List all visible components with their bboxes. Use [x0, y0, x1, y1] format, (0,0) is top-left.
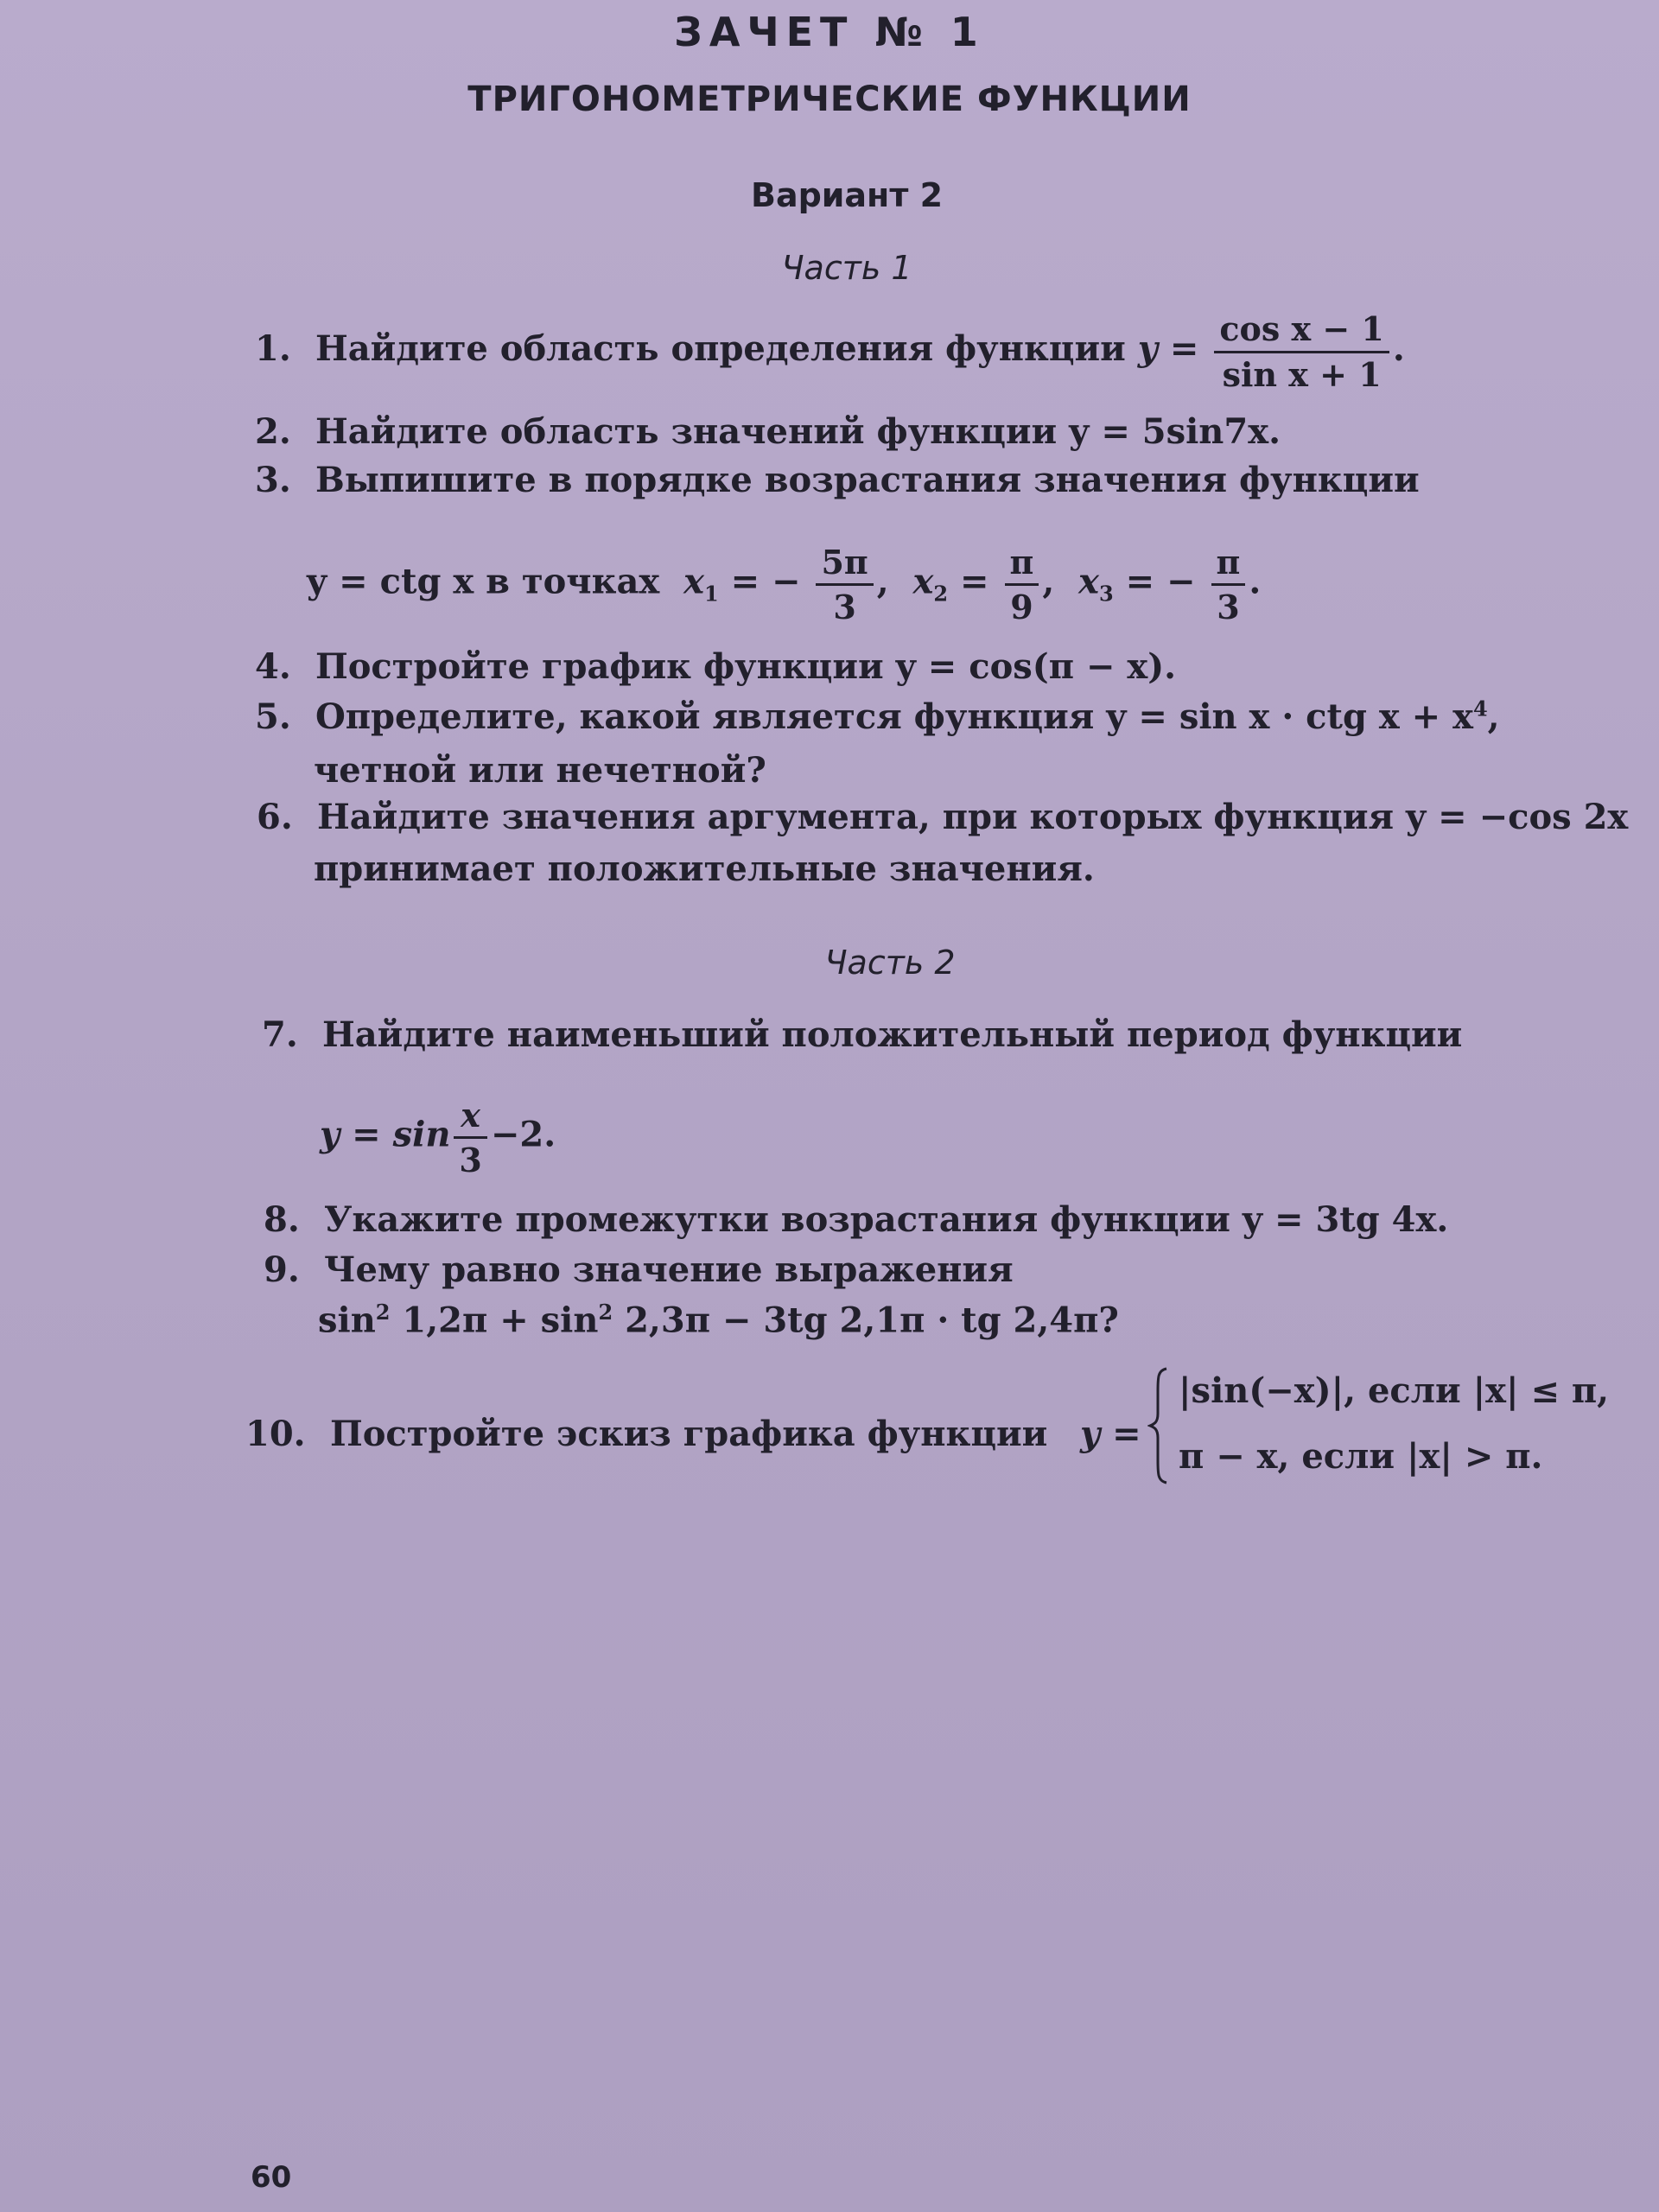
task-7-formula — [320, 1096, 556, 1179]
task-3-x2-numerator: π — [1005, 543, 1039, 586]
task-9-sup-a: 2 — [375, 1300, 391, 1325]
task-8 — [264, 1199, 1448, 1241]
task-9-text: Чему равно значение выражения — [323, 1249, 1014, 1290]
task-3-x3-eq: = − — [1113, 561, 1196, 602]
task-5 — [255, 696, 1500, 738]
task-9-sup-b: 2 — [598, 1300, 613, 1325]
task-3-x2-eq: = — [948, 561, 989, 602]
task-7-denominator: 3 — [459, 1141, 482, 1179]
task-9-part-b: 1,2π + sin — [390, 1300, 599, 1341]
task-9-expression — [318, 1300, 1119, 1340]
task-5-superscript: 4 — [1472, 696, 1488, 721]
task-3-sep-1: , — [876, 561, 889, 602]
variant-heading: Вариант 2 — [750, 176, 944, 214]
task-3-x2-denominator: 9 — [1010, 588, 1033, 626]
task-3-x3: x — [1078, 561, 1099, 602]
task-1-end: . — [1392, 328, 1405, 370]
task-10-case-2: π − x, если |x| > π. — [1179, 1436, 1543, 1477]
task-3-number: 3. — [255, 460, 291, 500]
task-10-lhs-text: y = — [1080, 1414, 1141, 1454]
task-10-text: Постройте эскиз графика функции — [329, 1414, 1048, 1454]
task-3-sep-2: , — [1042, 561, 1055, 602]
task-3-x1: x — [683, 561, 704, 602]
task-1 — [255, 309, 1405, 394]
task-4 — [255, 646, 1176, 688]
task-10-number: 10. — [245, 1414, 306, 1454]
task-7 — [262, 1014, 1462, 1056]
task-3-x3-denominator: 3 — [1217, 588, 1240, 626]
task-9-number: 9. — [264, 1249, 300, 1290]
task-3-x3-numerator: π — [1211, 543, 1246, 586]
task-7-lhs: y = sin — [320, 1114, 451, 1155]
task-1-denominator: sin x + 1 — [1222, 354, 1382, 394]
task-3-x1-fraction — [816, 543, 873, 626]
task-10-case-1: |sin(−x)|, если |x| ≤ π, — [1179, 1370, 1610, 1411]
task-7-numerator: x — [454, 1096, 486, 1139]
task-9-part-c: 2,3π − 3tg 2,1π · tg 2,4π? — [613, 1300, 1119, 1341]
task-10 — [245, 1414, 1047, 1455]
task-4-text: Постройте график функции y = cos(π − x). — [315, 646, 1177, 687]
task-3-x1-numerator: 5π — [816, 543, 873, 586]
task-1-number: 1. — [255, 328, 291, 370]
task-3-x2-fraction — [1005, 543, 1039, 626]
task-1-lhs: y = — [1137, 328, 1199, 370]
task-7-fraction — [454, 1096, 486, 1179]
task-3-formula — [307, 543, 1261, 626]
task-10-piecewise — [1147, 1365, 1631, 1495]
task-3-x1-sub: 1 — [703, 581, 719, 607]
task-6-text: Найдите значения аргумента, при которых функция y = −cos 2x — [316, 797, 1629, 837]
task-2-number: 2. — [255, 411, 291, 452]
task-1-fraction — [1214, 309, 1389, 394]
task-3-x1-eq: = − — [718, 561, 801, 602]
task-6-number: 6. — [257, 797, 293, 837]
task-2 — [255, 411, 1281, 453]
page-subtitle: ТРИГОНОМЕТРИЧЕСКИЕ ФУНКЦИИ — [467, 79, 1192, 119]
task-3-x2: x — [912, 561, 934, 602]
task-10-lhs — [1080, 1414, 1141, 1454]
task-9-part-a: sin — [318, 1300, 376, 1341]
page-number: 60 — [251, 2160, 292, 2195]
task-3-function: y = ctg x в точках — [307, 561, 660, 602]
part1-heading: Часть 1 — [781, 249, 912, 287]
task-3-text: Выпишите в порядке возрастания значения функции — [315, 460, 1420, 500]
task-5-text: Определите, какой является функция y = sin x · ctg x + x — [315, 696, 1473, 737]
part2-heading: Часть 2 — [824, 944, 956, 982]
task-5-line2: четной или нечетной? — [314, 750, 766, 791]
task-5-number: 5. — [255, 696, 291, 737]
task-6-line2: принимает положительные значения. — [314, 849, 1095, 889]
task-3-x3-sub: 3 — [1098, 581, 1114, 607]
task-3-x1-denominator: 3 — [833, 588, 856, 626]
task-3-x2-sub: 2 — [933, 581, 949, 607]
task-2-text: Найдите область значений функции y = 5sin7x. — [315, 411, 1281, 452]
task-1-numerator: cos x − 1 — [1214, 309, 1389, 353]
task-3 — [255, 460, 1420, 501]
task-3-end: . — [1249, 561, 1262, 602]
task-9 — [264, 1249, 1014, 1291]
task-7-text: Найдите наименьший положительный период функции — [321, 1014, 1463, 1055]
task-8-text: Укажите промежутки возрастания функции y = 3tg 4x. — [323, 1199, 1449, 1240]
left-brace-icon — [1147, 1365, 1170, 1486]
task-3-x3-fraction — [1211, 543, 1246, 626]
page-title: ЗАЧЕТ № 1 — [674, 9, 985, 55]
task-7-number: 7. — [262, 1014, 298, 1055]
task-8-number: 8. — [264, 1199, 300, 1240]
task-1-text: Найдите область определения функции — [315, 328, 1126, 370]
task-4-number: 4. — [255, 646, 291, 687]
task-5-comma: , — [1487, 696, 1500, 737]
task-7-rhs: −2. — [490, 1114, 556, 1155]
task-6 — [257, 797, 1628, 838]
